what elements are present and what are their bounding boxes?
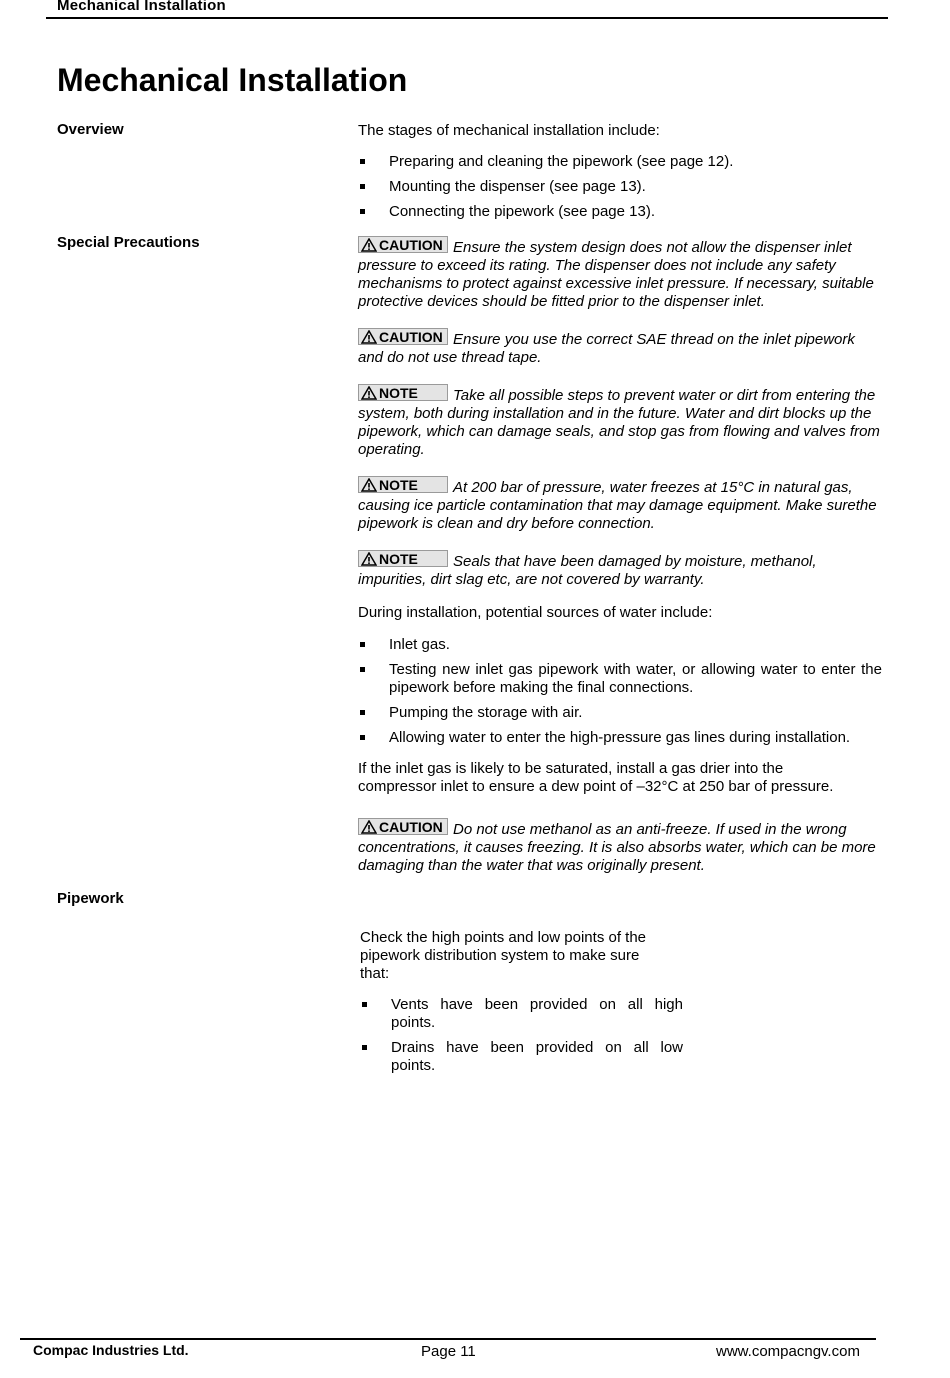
bullet-marker: [360, 642, 365, 647]
caution-notice: CAUTION Do not use methanol as an anti-freeze. If used in the wrong concentrations, it causes freezing. It is also absorbs water, which can be more damaging than the water that was originally present.: [358, 819, 876, 874]
warning-triangle-icon: [361, 478, 377, 492]
page-title: Mechanical Installation: [57, 62, 408, 98]
warning-triangle-icon: [361, 386, 377, 400]
note-badge: NOTE: [358, 550, 448, 567]
overview-intro: The stages of mechanical installation include:: [358, 122, 660, 139]
section-label-special-precautions: Special Precautions: [57, 234, 200, 251]
caution-notice: CAUTION Ensure you use the correct SAE thread on the inlet pipework and do not use thread tape.: [358, 329, 855, 366]
list-item: Inlet gas.: [358, 636, 882, 654]
list-item: Pumping the storage with air.: [358, 704, 882, 722]
list-item: Connecting the pipework (see page 13).: [358, 203, 882, 221]
bullet-marker: [362, 1002, 367, 1007]
header-rule: [46, 17, 888, 19]
list-item: Preparing and cleaning the pipework (see page 12).: [358, 153, 882, 171]
list-item: Mounting the dispenser (see page 13).: [358, 178, 882, 196]
warning-triangle-icon: [361, 238, 377, 252]
overview-bullet-list: [358, 153, 882, 228]
list-item: Drains have been provided on all low points.: [360, 1039, 683, 1075]
footer-company: Compac Industries Ltd.: [33, 1342, 189, 1358]
footer-rule: [20, 1338, 876, 1340]
bullet-marker: [360, 710, 365, 715]
bullet-marker: [360, 209, 365, 214]
caution-badge: CAUTION: [358, 236, 448, 253]
note-badge: NOTE: [358, 476, 448, 493]
bullet-marker: [362, 1045, 367, 1050]
warning-triangle-icon: [361, 330, 377, 344]
warning-triangle-icon: [361, 552, 377, 566]
note-notice: NOTE Seals that have been damaged by moisture, methanol, impurities, dirt slag etc, are not covered by warranty.: [358, 551, 817, 588]
bullet-marker: [360, 735, 365, 740]
note-notice: NOTE Take all possible steps to prevent water or dirt from entering the system, both during installation and in the future. Water and dirt blocks up the pipework, which can damage seals, and stop gas from flowing and valves from operating.: [358, 385, 880, 458]
section-label-pipework: Pipework: [57, 890, 124, 907]
water-sources-intro: During installation, potential sources of water include:: [358, 604, 713, 621]
caution-badge: CAUTION: [358, 818, 448, 835]
caution-notice: CAUTION Ensure the system design does not allow the dispenser inlet pressure to exceed its rating. The dispenser does not include any safety mechanisms to protect against excessive inlet pressure. If necessary, suitable protective devices should be fitted prior to the dispenser inlet.: [358, 237, 874, 310]
gas-drier-paragraph: If the inlet gas is likely to be saturated, install a gas drier into the compressor inlet to ensure a dew point of –32°C at 250 bar of pressure.: [358, 760, 834, 795]
caution-badge: CAUTION: [358, 328, 448, 345]
pipework-intro: Check the high points and low points of the pipework distribution system to make sure that:: [360, 929, 647, 982]
section-label-overview: Overview: [57, 121, 124, 138]
bullet-marker: [360, 184, 365, 189]
note-notice: NOTE At 200 bar of pressure, water freezes at 15°C in natural gas, causing ice particle contamination that may damage equipment. Make surethe pipework is clean and dry before connection.: [358, 477, 877, 532]
footer-website: www.compacngv.com: [716, 1343, 860, 1360]
bullet-marker: [360, 667, 365, 672]
list-item: Testing new inlet gas pipework with water, or allowing water to enter the pipework before making the final connections.: [358, 661, 882, 697]
footer-page-number: Page 11: [421, 1343, 476, 1360]
list-item: Vents have been provided on all high points.: [360, 996, 683, 1032]
note-badge: NOTE: [358, 384, 448, 401]
list-item: Allowing water to enter the high-pressure gas lines during installation.: [358, 729, 882, 747]
warning-triangle-icon: [361, 820, 377, 834]
bullet-marker: [360, 159, 365, 164]
pipework-bullet-list: [360, 996, 683, 1082]
water-sources-list: [358, 636, 882, 754]
running-header: Mechanical Installation: [57, 0, 226, 14]
